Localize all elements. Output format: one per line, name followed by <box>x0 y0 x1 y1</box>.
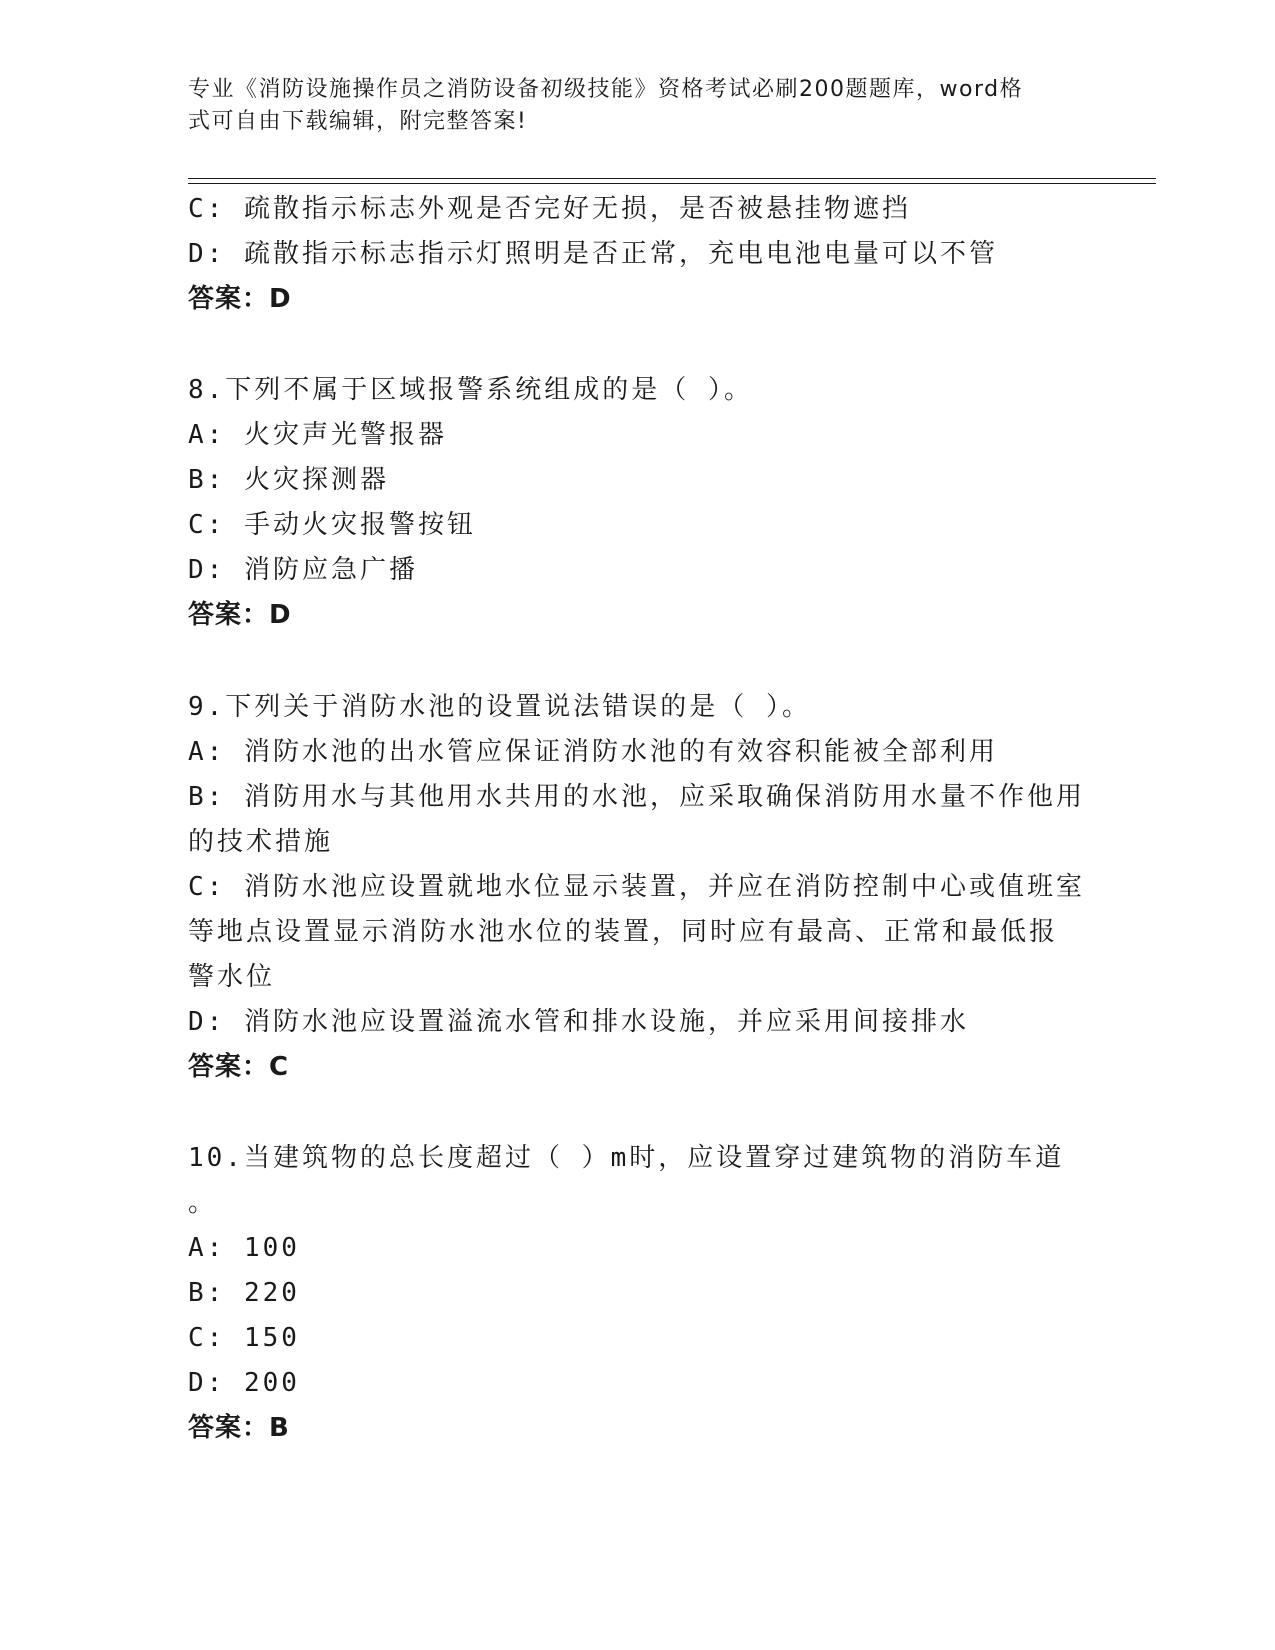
q8-answer: 答案：D <box>188 600 292 630</box>
q8-stem: 8.下列不属于区域报警系统组成的是（ ）。 <box>188 375 753 405</box>
q10-option-c: C: 150 <box>188 1323 300 1353</box>
document-header <box>188 74 1068 138</box>
header-line-2: 式可自由下载编辑，附完整答案! <box>188 109 528 134</box>
header-divider-top <box>188 178 1156 179</box>
q10-option-a: A: 100 <box>188 1233 300 1263</box>
q9-option-c-line3: 警水位 <box>188 962 276 992</box>
q8-option-d: D: 消防应急广播 <box>188 555 418 585</box>
q9-option-b-line2: 的技术措施 <box>188 827 334 857</box>
q10-option-d: D: 200 <box>188 1368 300 1398</box>
header-divider-bottom <box>188 183 1156 184</box>
q9-option-c-line2: 等地点设置显示消防水池水位的装置，同时应有最高、正常和最低报 <box>188 917 1059 947</box>
q8-option-a: A: 火灾声光警报器 <box>188 420 447 450</box>
q10-stem-line1: 10.当建筑物的总长度超过（ ）m时，应设置穿过建筑物的消防车道 <box>188 1143 1065 1173</box>
q7-option-c: C: 疏散指示标志外观是否完好无损，是否被悬挂物遮挡 <box>188 194 911 224</box>
q7-answer: 答案：D <box>188 284 292 314</box>
q9-option-a: A: 消防水池的出水管应保证消防水池的有效容积能被全部利用 <box>188 737 998 767</box>
q10-answer: 答案：B <box>188 1413 290 1443</box>
q9-option-d: D: 消防水池应设置溢流水管和排水设施，并应采用间接排水 <box>188 1007 969 1037</box>
q7-option-d: D: 疏散指示标志指示灯照明是否正常，充电电池电量可以不管 <box>188 239 998 269</box>
q9-option-b-line1: B: 消防用水与其他用水共用的水池，应采取确保消防用水量不作他用 <box>188 782 1085 812</box>
q9-answer: 答案：C <box>188 1052 290 1082</box>
q9-option-c-line1: C: 消防水池应设置就地水位显示装置，并应在消防控制中心或值班室 <box>188 872 1085 902</box>
q8-option-c: C: 手动火灾报警按钮 <box>188 510 476 540</box>
q10-option-b: B: 220 <box>188 1278 300 1308</box>
q10-stem-line2: 。 <box>188 1188 218 1218</box>
q9-stem: 9.下列关于消防水池的设置说法错误的是（ ）。 <box>188 692 811 722</box>
header-line-1: 专业《消防设施操作员之消防设备初级技能》资格考试必刷200题题库，word格 <box>188 77 1024 102</box>
q8-option-b: B: 火灾探测器 <box>188 465 389 495</box>
